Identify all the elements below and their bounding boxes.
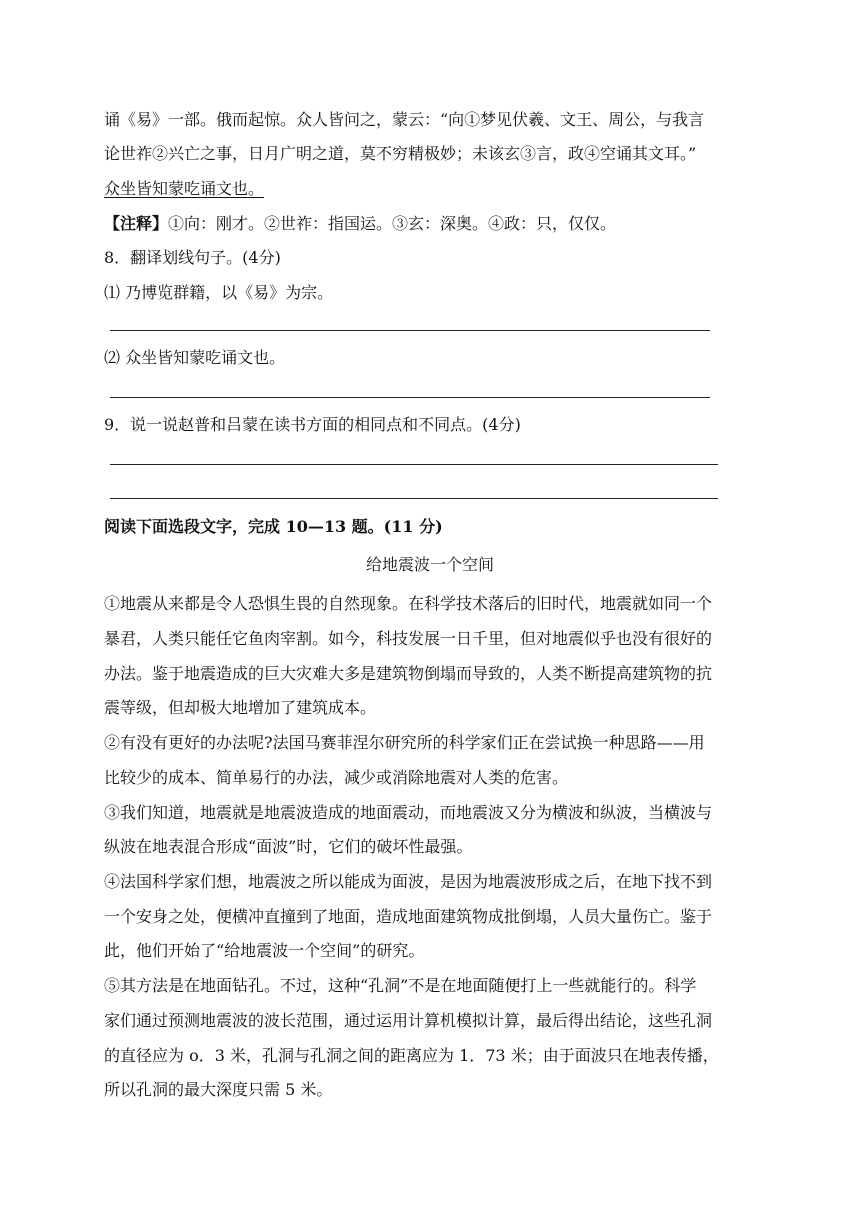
answer-line-9-2[interactable] [110,498,718,499]
section-heading: 阅读下面选段文字，完成 10—13 题。(11 分) [104,517,443,536]
paragraph-2-line: ②有没有更好的办法呢?法国马赛菲涅尔研究所的科学家们正在尝试换一种思路——用 [104,733,705,752]
question-8-sub-2: ⑵ 众坐皆知蒙吃诵文也。 [104,348,286,367]
question-8-sub-1: ⑴ 乃博览群籍，以《易》为宗。 [104,283,334,302]
paragraph-5-line: 家们通过预测地震波的波长范围，通过运用计算机模拟计算，最后得出结论，这些孔洞 [104,1011,713,1030]
paragraph-4-line: 一个安身之处，便横冲直撞到了地面，造成地面建筑物成批倒塌，人员大量伤亡。鉴于 [104,907,713,926]
answer-line-9-1[interactable] [110,464,718,465]
article-title: 给地震波一个空间 [365,555,494,574]
paragraph-3-line: 纵波在地表混合形成“面波”时，它们的破坏性最强。 [104,837,473,856]
classical-text-line-1: 诵《易》一部。俄而起惊。众人皆问之，蒙云：“向①梦见伏羲、文王、周公，与我言 [104,110,705,129]
paragraph-1-line: 震等级，但却极大地增加了建筑成本。 [104,698,377,717]
notes-text: ①向：刚才。②世祚：指国运。③玄：深奥。④政：只，仅仅。 [168,214,617,233]
paragraph-4-line: ④法国科学家们想，地震波之所以能成为面波，是因为地震波形成之后，在地下找不到 [104,872,713,891]
paragraph-4-line: 此，他们开始了“给地震波一个空间”的研究。 [104,941,425,960]
underlined-sentence: 众坐皆知蒙吃诵文也。 [104,179,265,198]
paragraph-2-line: 比较少的成本、简单易行的办法，减少或消除地震对人类的危害。 [104,768,569,787]
notes-line [104,214,616,234]
paragraph-1-line: ①地震从来都是令人恐惧生畏的自然现象。在科学技术落后的旧时代，地震就如同一个 [104,594,713,613]
answer-line-8-1[interactable] [110,330,710,331]
notes-label: 【注释】 [104,214,169,233]
question-9-stem: 9．说一说赵普和吕蒙在读书方面的相同点和不同点。(4分) [104,415,521,434]
classical-text-line-2: 论世祚②兴亡之事，日月广明之道，莫不穷精极妙；未该玄③言，政④空诵其文耳。” [104,144,697,163]
paragraph-1-line: 暴君，人类只能任它鱼肉宰割。如今，科技发展一日千里，但对地震似乎也没有很好的 [104,629,713,648]
paragraph-5-line: 所以孔洞的最大深度只需 5 米。 [104,1080,333,1099]
paragraph-1-line: 办法。鉴于地震造成的巨大灾难大多是建筑物倒塌而导致的，人类不断提高建筑物的抗 [104,664,713,683]
paragraph-3-line: ③我们知道，地震就是地震波造成的地面震动，而地震波又分为横波和纵波，当横波与 [104,803,713,822]
paragraph-5-line: 的直径应为 o．3 米，孔洞与孔洞之间的距离应为 1．73 米；由于面波只在地表传播， [104,1046,719,1065]
paragraph-5-line: ⑤其方法是在地面钻孔。不过，这种“孔洞”不是在地面随便打上一些就能行的。科学 [104,976,697,995]
answer-line-8-2[interactable] [110,397,710,398]
question-8-stem: 8．翻译划线句子。(4分) [104,248,281,267]
